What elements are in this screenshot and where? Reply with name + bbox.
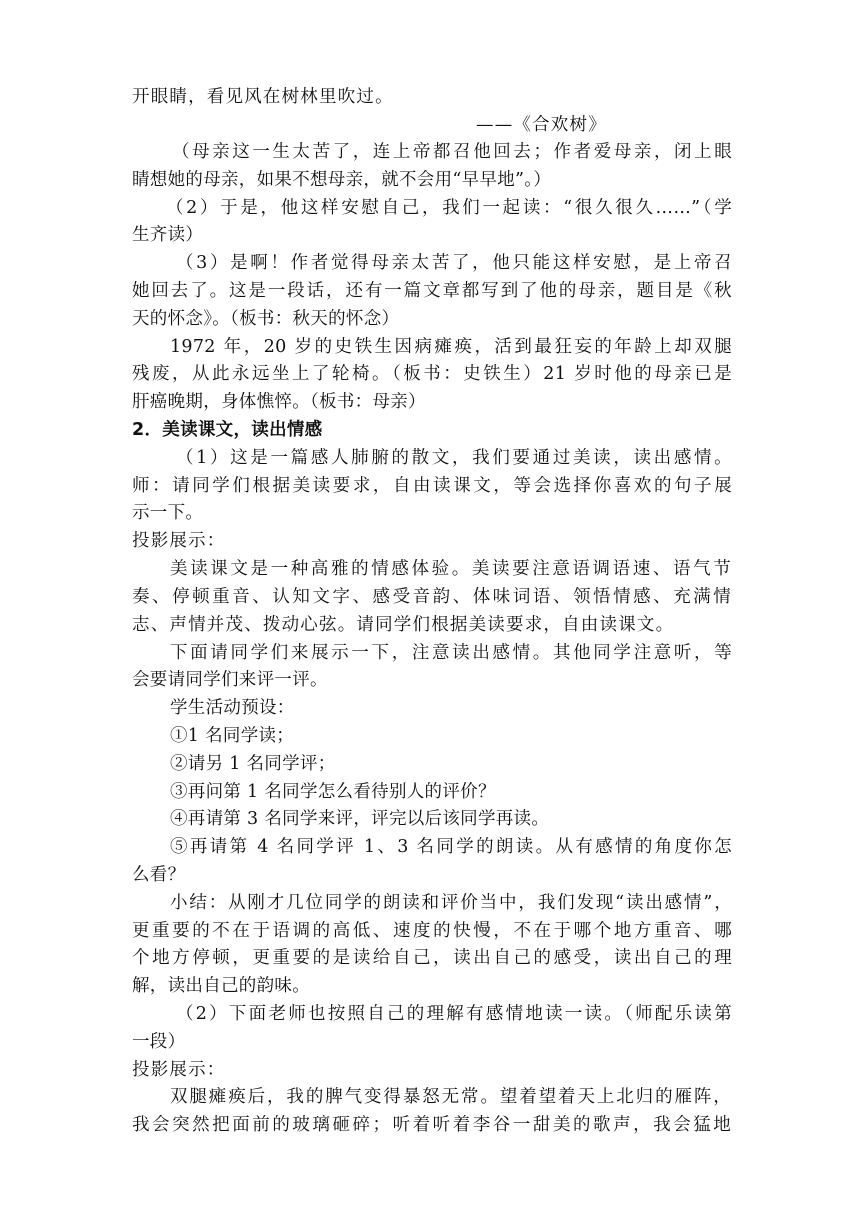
text-line: 示一下。 <box>132 503 204 523</box>
text-line: 开眼睛，看见风在树林里吹过。 <box>132 87 394 107</box>
text-line: ——《合欢树》 <box>476 115 607 135</box>
text-line: 双腿瘫痪后，我的脾气变得暴怒无常。望着望着天上北归的雁阵， <box>170 1087 732 1107</box>
text-line: 下面请同学们来展示一下，注意读出感情。其他同学注意听，等 <box>170 643 732 663</box>
text-line: ③再问第 1 名同学怎么看待别人的评价？ <box>170 782 496 802</box>
text-line: 她回去了。这是一段话，还有一篇文章都写到了他的母亲，题目是《秋 <box>132 281 732 301</box>
text-line: 小结：从刚才几位同学的朗读和评价当中，我们发现“读出感情”， <box>170 893 732 913</box>
text-line: 解，读出自己的韵味。 <box>132 976 310 996</box>
text-line: ②请另 1 名同学评； <box>170 754 336 774</box>
text-line: 1972 年，20 岁的史铁生因病瘫痪，活到最狂妄的年龄上却双腿 <box>170 337 732 357</box>
text-line: 美读课文是一种高雅的情感体验。美读要注意语调语速、语气节 <box>170 559 732 579</box>
text-line: 会要请同学们来评一评。 <box>132 670 328 690</box>
section-heading: 2．美读课文，读出情感 <box>132 420 323 440</box>
text-line: （1）这是一篇感人肺腑的散文，我们要通过美读，读出感情。 <box>176 448 732 468</box>
text-line: 生齐读） <box>132 225 204 245</box>
text-line: ⑤再请第 4 名同学评 1、3 名同学的朗读。从有感情的角度你怎 <box>170 837 732 857</box>
text-line: 睛想她的母亲，如果不想母亲，就不会用“早早地”。） <box>132 170 552 190</box>
text-line: 更重要的不在于语调的高低、速度的快慢，不在于哪个地方重音、哪 <box>132 921 732 941</box>
text-line: 投影展示： <box>132 531 226 551</box>
text-line: 志、声情并茂、拨动心弦。请同学们根据美读要求，自由读课文。 <box>132 615 675 635</box>
text-line: （3）是啊！作者觉得母亲太苦了，他只能这样安慰，是上帝召 <box>176 253 732 273</box>
text-line: （2）下面老师也按照自己的理解有感情地读一读。（师配乐读第 <box>176 1004 732 1024</box>
text-line: 投影展示： <box>132 1060 226 1080</box>
text-line: （母亲这一生太苦了，连上帝都召他回去；作者爱母亲，闭上眼 <box>172 142 732 162</box>
text-line: 残废，从此永远坐上了轮椅。（板书：史铁生）21 岁时他的母亲已是 <box>132 364 732 384</box>
text-line: 一段） <box>132 1032 186 1052</box>
text-line: 奏、停顿重音、认知文字、感受音韵、体味词语、领悟情感、充满情 <box>132 587 732 607</box>
text-line: 个地方停顿，更重要的是读给自己，读出自己的感受，读出自己的理 <box>132 948 732 968</box>
text-line: 师：请同学们根据美读要求，自由读课文，等会选择你喜欢的句子展 <box>132 476 732 496</box>
text-line: 么看？ <box>132 865 186 885</box>
text-line: 我会突然把面前的玻璃砸碎；听着听着李谷一甜美的歌声，我会猛地 <box>132 1115 732 1135</box>
text-line: 天的怀念》。（板书：秋天的怀念） <box>132 309 400 329</box>
text-line: 肝癌晚期，身体憔悴。（板书：母亲） <box>132 392 426 412</box>
text-line: 学生活动预设： <box>170 698 295 718</box>
text-line: ④再请第 3 名同学来评，评完以后该同学再读。 <box>170 809 550 829</box>
text-line: （2）于是，他这样安慰自己，我们一起读：“很久很久……”（学 <box>166 198 732 218</box>
text-line: ①1 名同学读； <box>170 726 295 746</box>
